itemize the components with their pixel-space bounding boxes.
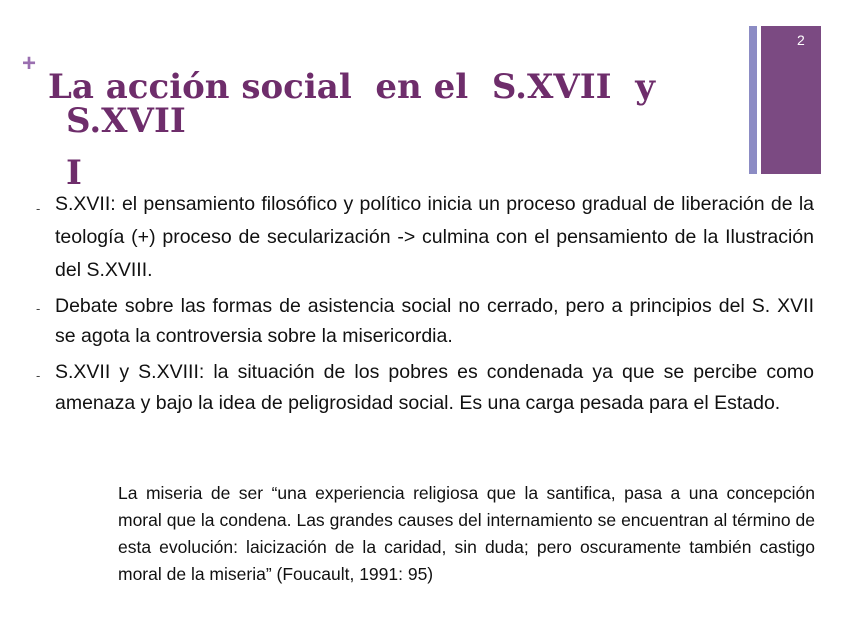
accent-bar-wide: [761, 26, 821, 174]
accent-bar-thin: [749, 26, 757, 174]
bullet-item: [36, 357, 814, 419]
slide-title-line-3: I: [66, 153, 82, 193]
bullet-marker: -: [36, 201, 41, 216]
bullet-item: [36, 291, 814, 351]
slide-title-line-1: La acción social en el S.XVII y: [48, 67, 656, 107]
page-number: 2: [797, 32, 805, 48]
bullet-text: S.XVII y S.XVIII: la situación de los pobres es condenada ya que se percibe como amenaza y bajo la idea de peligrosidad social. Es una carga pesada para el Estado.: [55, 361, 814, 414]
bullet-text: S.XVII: el pensamiento filosófico y político inicia un proceso gradual de liberación de la teología (+) proceso de secularización -> culmina con el pensamiento de la Ilustración del S.XVIII.: [55, 193, 814, 281]
bullet-marker: -: [36, 301, 41, 316]
bullet-text: Debate sobre las formas de asistencia social no cerrado, pero a principios del S. XVII se agota la controversia sobre la misericordia.: [55, 295, 814, 347]
bullet-marker: -: [36, 368, 41, 383]
foucault-quote: La miseria de ser “una experiencia religiosa que la santifica, pasa a una concepción moral que la condena. Las grandes causes del internamiento se encuentran al término de esta evolución: laicización de la caridad, sin duda; pero oscuramente también castigo moral de la miseria” (Foucault, 1991: 95): [118, 483, 815, 584]
bullet-item: [36, 188, 814, 287]
bullet-list: [36, 188, 814, 419]
slide-title: [48, 67, 738, 206]
plus-icon: +: [22, 50, 37, 77]
slide-title-line-2: S.XVII: [66, 101, 186, 141]
